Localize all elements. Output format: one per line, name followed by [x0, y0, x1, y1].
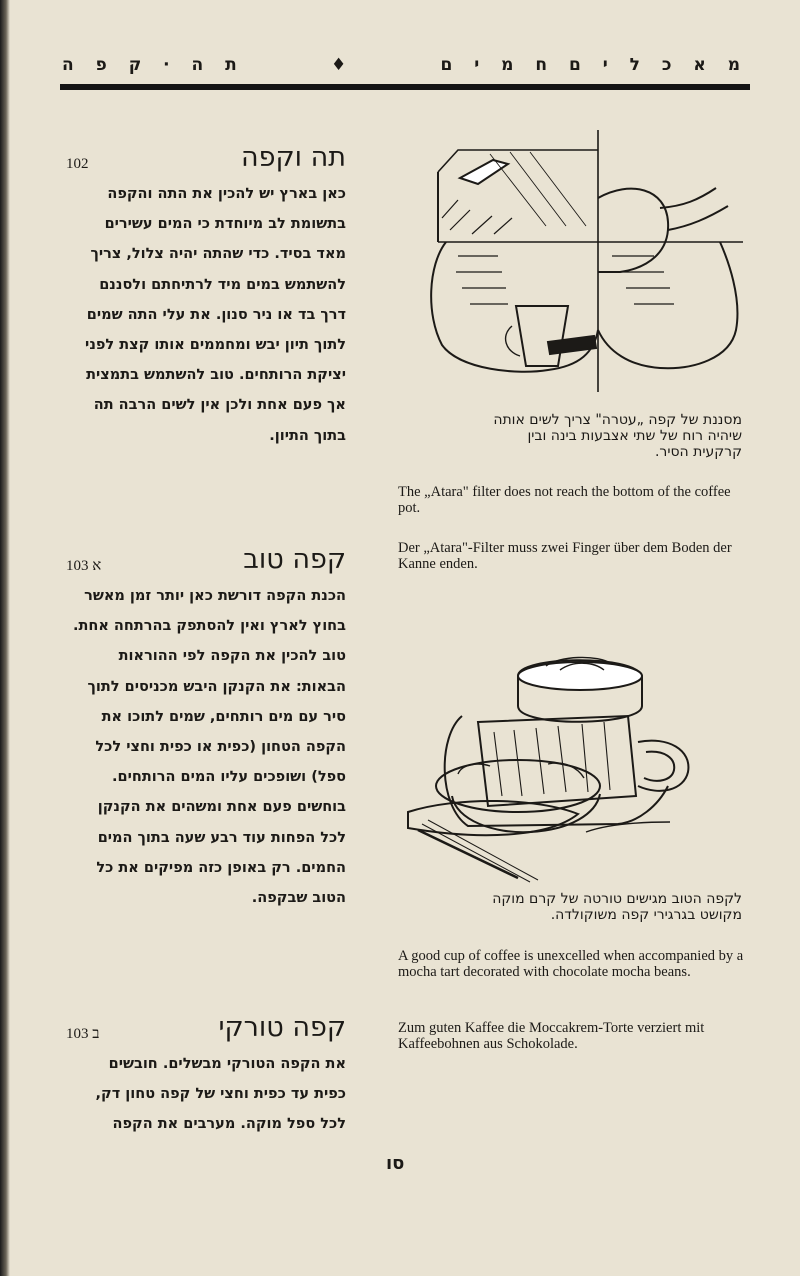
section-title: קפה טוב — [243, 544, 346, 575]
section-title: קפה טורקי — [218, 1012, 346, 1043]
body-line: ספל) ושופכים עליו המים הרותחים. — [112, 769, 346, 786]
body-line: הטוב שבקפה. — [251, 890, 346, 907]
body-line: כפית עד כפית וחצי של קפה טחון דק, — [95, 1086, 346, 1103]
cup-caption-english: A good cup of coffee is unexcelled when accompanied by a mocha tart decorated with chocolate mocha beans. — [398, 948, 744, 980]
caption-line: שיהיה רוח של שתי אצבעות בינה ובין — [527, 428, 742, 444]
running-header — [62, 52, 748, 78]
body-line: מאד בסיד. כדי שהתה יהיה צלול, צריך — [90, 246, 346, 263]
section-good-coffee — [66, 544, 346, 913]
page-number: סו — [386, 1153, 405, 1174]
header-section-name: מ א כ ל י ם ח מ י ם — [440, 55, 748, 75]
filter-caption-english: The „Atara" filter does not reach the bottom of the coffee pot. — [398, 484, 731, 516]
section-turkish-coffee — [66, 1012, 346, 1140]
header-rule — [60, 84, 750, 90]
body-line: כאן בארץ יש להכין את התה והקפה — [107, 186, 346, 202]
body-line: טוב להכין את הקפה לפי ההוראות — [118, 648, 346, 665]
body-line: בתשומת לב מיוחדת כי המים עשירים — [104, 216, 346, 233]
section-body — [66, 581, 346, 913]
recipe-number: 103 ב — [66, 1026, 100, 1042]
body-line: הכנת הקפה דורשת כאן יותר זמן מאשר — [84, 588, 346, 604]
filter-caption-hebrew — [398, 412, 742, 460]
section-body — [66, 1049, 346, 1140]
coffee-filter-illustration — [398, 130, 748, 405]
caption-line: מסננת של קפה „עטרה" צריך לשים אותה — [493, 412, 742, 428]
body-line: להשתמש במים מיד לרתיחתם ולסננם — [99, 276, 346, 293]
caption-line: קרקעית הסיר. — [654, 444, 742, 460]
body-line: בחוץ לארץ ואין להסתפק בהרתחה אחת. — [72, 618, 346, 635]
body-line: לכל הפחות עוד רבע שעה בתוך המים — [97, 829, 346, 846]
body-line: בתוך התיון. — [269, 427, 346, 444]
caption-line: לקפה הטוב מגישים טורטה של קרם מוקה — [492, 891, 742, 907]
body-line: דרך בד או ניר סנון. את עלי התה שמים — [86, 306, 346, 323]
body-line: הקפה הטחון (כפית או כפית וחצי לכל — [95, 739, 346, 756]
body-line: בוחשים פעם אחת ומשהים את הקנקן — [97, 799, 346, 816]
body-line: לתוך תיון יבש ומחממים אותו קצת לפני — [85, 337, 346, 354]
body-line: הבאות: את הקנקן היבש מכניסים לתוך — [87, 678, 346, 695]
caption-line: מקושט בגרגירי קפה משוקולדה. — [550, 907, 742, 923]
header-bullet: ♦ — [330, 55, 355, 75]
header-chapter-name: ת ה · ק פ ה — [62, 55, 245, 75]
body-line: החמים. רק באופן כזה מפיקים את כל — [96, 859, 346, 876]
book-spine-shadow — [0, 0, 10, 1276]
section-title: תה וקפה — [241, 142, 346, 173]
recipe-number: 102 — [66, 156, 89, 172]
filter-caption-german: Der „Atara"-Filter muss zwei Finger über dem Boden der Kanne enden. — [398, 540, 732, 572]
body-line: את הקפה הטורקי מבשלים. חובשים — [108, 1056, 346, 1072]
body-line: אך פעם אחת ולכן אין לשים הרבה תה — [93, 397, 346, 414]
coffee-cup-tart-illustration — [398, 646, 748, 884]
cup-caption-hebrew — [398, 891, 742, 923]
cup-caption-german: Zum guten Kaffee die Moccakrem-Torte verziert mit Kaffeebohnen aus Schokolade. — [398, 1020, 705, 1052]
body-line: יציקת הרותחים. טוב להשתמש בתמצית — [86, 367, 346, 384]
section-body — [66, 179, 346, 451]
body-line: סיר עם מים רותחים, שמים לתוכו את — [101, 708, 346, 725]
section-tea-coffee — [66, 142, 346, 451]
body-line: לכל ספל מוקה. מערבים את הקפה — [112, 1116, 346, 1133]
recipe-number: 103 א — [66, 558, 102, 574]
